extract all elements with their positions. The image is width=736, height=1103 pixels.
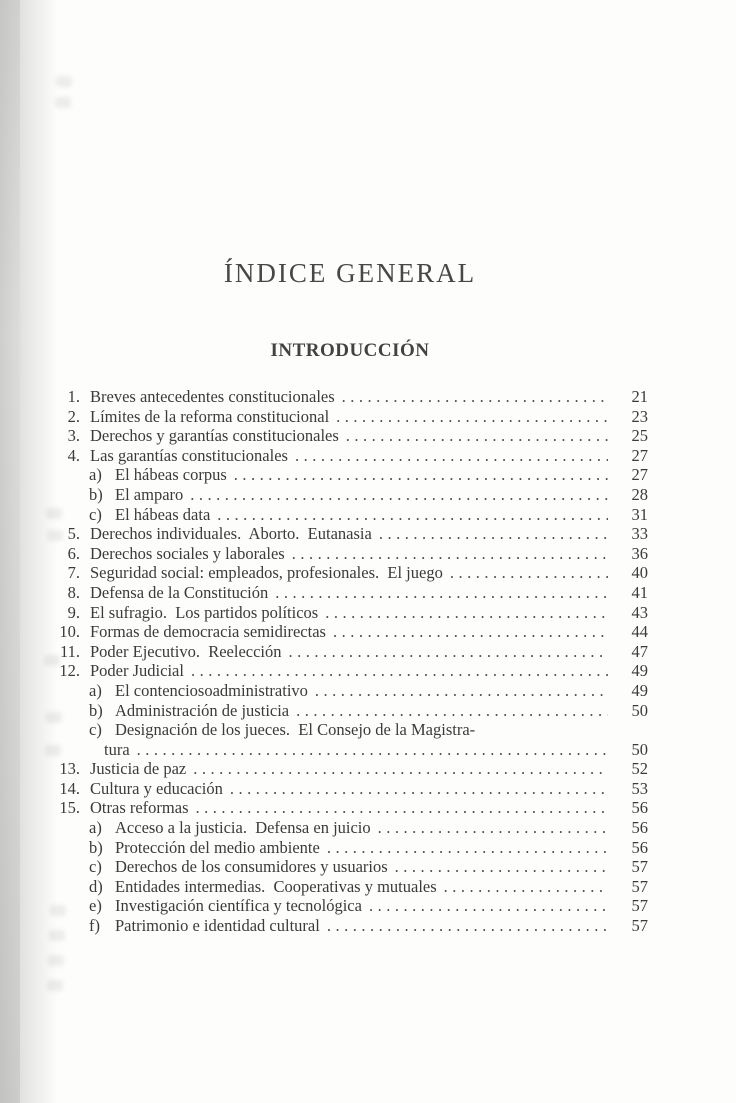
toc-row bbox=[52, 603, 648, 623]
toc-row-number: 10. bbox=[59, 622, 80, 642]
toc-row bbox=[52, 622, 648, 642]
toc-row-page: 56 bbox=[631, 818, 648, 838]
toc-row bbox=[52, 407, 648, 427]
toc-row bbox=[52, 720, 648, 740]
toc-row-text: Patrimonio e identidad cultural bbox=[115, 916, 320, 936]
toc-row-text: El hábeas data bbox=[115, 504, 211, 524]
toc-row bbox=[52, 798, 648, 818]
toc-row bbox=[52, 818, 648, 838]
toc-row-page: 23 bbox=[631, 406, 648, 426]
toc-dot-leader bbox=[369, 896, 608, 916]
toc-row bbox=[52, 759, 648, 779]
toc-row-text: Derechos sociales y laborales bbox=[90, 543, 285, 563]
toc-row-page: 21 bbox=[631, 387, 648, 406]
toc-dot-leader bbox=[191, 661, 608, 681]
toc-row-text: Poder Ejecutivo. Reelección bbox=[90, 641, 282, 661]
toc-dot-leader bbox=[444, 877, 608, 897]
toc-row-number: a) bbox=[89, 818, 102, 838]
toc-row bbox=[52, 563, 648, 583]
toc-row-number: 2. bbox=[67, 406, 80, 426]
toc-row-number: b) bbox=[89, 484, 103, 504]
toc-row-page: 44 bbox=[631, 622, 648, 642]
toc-row-page: 27 bbox=[631, 445, 648, 465]
toc-row-text: Derechos individuales. Aborto. Eutanasia bbox=[90, 524, 372, 544]
page-edge-shadow bbox=[0, 0, 20, 1103]
toc-row-page: 28 bbox=[631, 484, 648, 504]
toc-row-number: c) bbox=[89, 720, 102, 740]
toc-dot-leader bbox=[217, 505, 608, 525]
toc-list bbox=[52, 387, 648, 936]
toc-row-text: tura bbox=[104, 739, 130, 759]
toc-row-number: 8. bbox=[67, 582, 80, 602]
toc-row-number: 1. bbox=[67, 387, 80, 406]
toc-dot-leader bbox=[289, 642, 608, 662]
toc-dot-leader bbox=[315, 681, 608, 701]
toc-row bbox=[52, 544, 648, 564]
toc-dot-leader bbox=[296, 701, 608, 721]
toc-row-text: Poder Judicial bbox=[90, 661, 184, 681]
toc-row-number: f) bbox=[89, 916, 100, 936]
toc-row bbox=[52, 465, 648, 485]
toc-row-text: Defensa de la Constitución bbox=[90, 582, 269, 602]
bleedthrough-mark bbox=[55, 97, 71, 108]
toc-row-number: 6. bbox=[67, 543, 80, 563]
bleedthrough-mark bbox=[56, 76, 72, 87]
toc-row-page: 33 bbox=[631, 524, 648, 544]
page-gutter-shadow bbox=[0, 0, 58, 1103]
toc-row-page: 57 bbox=[631, 876, 648, 896]
page-title: ÍNDICE GENERAL bbox=[223, 258, 477, 288]
toc-row-text: El sufragio. Los partidos políticos bbox=[90, 602, 319, 622]
toc-dot-leader bbox=[378, 818, 608, 838]
toc-row-page: 52 bbox=[631, 759, 648, 779]
toc-row-number: 5. bbox=[67, 524, 80, 544]
toc-row-text: El amparo bbox=[115, 484, 184, 504]
toc-row-page: 25 bbox=[631, 426, 648, 446]
toc-row-number: a) bbox=[89, 680, 102, 700]
toc-row-text: Acceso a la justicia. Defensa en juicio bbox=[115, 818, 371, 838]
toc-row-page: 31 bbox=[631, 504, 648, 524]
toc-row bbox=[52, 446, 648, 466]
toc-dot-leader bbox=[196, 798, 608, 818]
toc-row bbox=[52, 524, 648, 544]
toc-row-number: 14. bbox=[59, 778, 80, 798]
toc-row-text: Administración de justicia bbox=[115, 700, 290, 720]
toc-row bbox=[52, 916, 648, 936]
toc-row-page: 57 bbox=[631, 857, 648, 877]
toc-dot-leader bbox=[292, 544, 608, 564]
toc-row-number: b) bbox=[89, 700, 103, 720]
toc-row-number: c) bbox=[89, 504, 102, 524]
toc-row-number: e) bbox=[89, 896, 102, 916]
toc-row-page: 43 bbox=[631, 602, 648, 622]
section-heading: INTRODUCCIÓN bbox=[270, 340, 430, 361]
toc-row bbox=[52, 877, 648, 897]
bleedthrough-mark bbox=[47, 980, 63, 991]
toc-row-page: 49 bbox=[631, 661, 648, 681]
toc-row bbox=[52, 857, 648, 877]
toc-row-text: Cultura y educación bbox=[90, 778, 223, 798]
toc-row bbox=[52, 426, 648, 446]
toc-dot-leader bbox=[275, 583, 608, 603]
toc-row-page: 40 bbox=[631, 563, 648, 583]
toc-row-number: 13. bbox=[59, 759, 80, 779]
toc-row-page: 56 bbox=[631, 798, 648, 818]
toc-dot-leader bbox=[327, 838, 608, 858]
toc-row-text: Derechos y garantías constitucionales bbox=[90, 426, 339, 446]
toc-row-text: El contenciosoadministrativo bbox=[115, 680, 308, 700]
toc-row-page: 36 bbox=[631, 543, 648, 563]
toc-row-text: El hábeas corpus bbox=[115, 465, 227, 485]
toc-row-page: 56 bbox=[631, 837, 648, 857]
toc-dot-leader bbox=[395, 857, 608, 877]
toc-row-page: 50 bbox=[631, 739, 648, 759]
toc-row bbox=[52, 740, 648, 760]
toc-row-number: 12. bbox=[59, 661, 80, 681]
toc-row-text: Derechos de los consumidores y usuarios bbox=[115, 857, 388, 877]
toc-row-page: 53 bbox=[631, 778, 648, 798]
toc-row bbox=[52, 642, 648, 662]
toc-dot-leader bbox=[230, 779, 608, 799]
toc-row-number: 7. bbox=[67, 563, 80, 583]
toc-dot-leader bbox=[234, 465, 608, 485]
toc-row-number: b) bbox=[89, 837, 103, 857]
toc-dot-leader bbox=[450, 563, 608, 583]
toc-row bbox=[52, 485, 648, 505]
toc-row-page: 57 bbox=[631, 916, 648, 936]
toc-dot-leader bbox=[346, 426, 608, 446]
toc-row-page: 47 bbox=[631, 641, 648, 661]
toc-row-text: Investigación científica y tecnológica bbox=[115, 896, 362, 916]
toc-row-page: 49 bbox=[631, 680, 648, 700]
toc-row bbox=[52, 681, 648, 701]
toc-row-text: Límites de la reforma constitucional bbox=[90, 406, 330, 426]
toc-row bbox=[52, 661, 648, 681]
toc-row-page: 41 bbox=[631, 582, 648, 602]
toc-row-text: Protección del medio ambiente bbox=[115, 837, 320, 857]
toc-row-page: 57 bbox=[631, 896, 648, 916]
toc-dot-leader bbox=[193, 759, 608, 779]
toc-dot-leader bbox=[336, 407, 608, 427]
toc-row-text: Designación de los jueces. El Consejo de la Magistra- bbox=[115, 720, 476, 740]
toc-row bbox=[52, 838, 648, 858]
toc-dot-leader bbox=[295, 446, 608, 466]
toc-row-text: Formas de democracia semidirectas bbox=[90, 622, 326, 642]
toc-dot-leader bbox=[327, 916, 608, 936]
toc-dot-leader bbox=[379, 524, 608, 544]
toc-row bbox=[52, 701, 648, 721]
toc-row-number: 3. bbox=[67, 426, 80, 446]
toc-row-text: Entidades intermedias. Cooperativas y mutuales bbox=[115, 876, 437, 896]
toc-row-text: Las garantías constitucionales bbox=[90, 445, 288, 465]
toc-row bbox=[52, 505, 648, 525]
toc-row-page: 27 bbox=[631, 465, 648, 485]
toc-row-text: Otras reformas bbox=[90, 798, 189, 818]
toc-row-number: 4. bbox=[67, 445, 80, 465]
toc-row bbox=[52, 387, 648, 407]
toc-row-text: Breves antecedentes constitucionales bbox=[90, 387, 335, 406]
toc-dot-leader bbox=[325, 603, 608, 623]
toc-row bbox=[52, 779, 648, 799]
toc-row-number: 11. bbox=[59, 641, 80, 661]
toc-row-text: Seguridad social: empleados, profesionales. El juego bbox=[90, 563, 443, 583]
toc-row-text: Justicia de paz bbox=[90, 759, 187, 779]
toc-row-number: a) bbox=[89, 465, 102, 485]
toc-row-number: 9. bbox=[67, 602, 80, 622]
toc-dot-leader bbox=[333, 622, 608, 642]
bleedthrough-mark bbox=[48, 955, 64, 966]
toc-row bbox=[52, 583, 648, 603]
toc-row-page: 50 bbox=[631, 700, 648, 720]
toc-dot-leader bbox=[190, 485, 608, 505]
toc-row bbox=[52, 896, 648, 916]
toc-row-number: d) bbox=[89, 876, 103, 896]
toc-row-number: c) bbox=[89, 857, 102, 877]
toc-row-number: 15. bbox=[59, 798, 80, 818]
toc-dot-leader bbox=[342, 387, 608, 407]
toc-dot-leader bbox=[137, 740, 608, 760]
